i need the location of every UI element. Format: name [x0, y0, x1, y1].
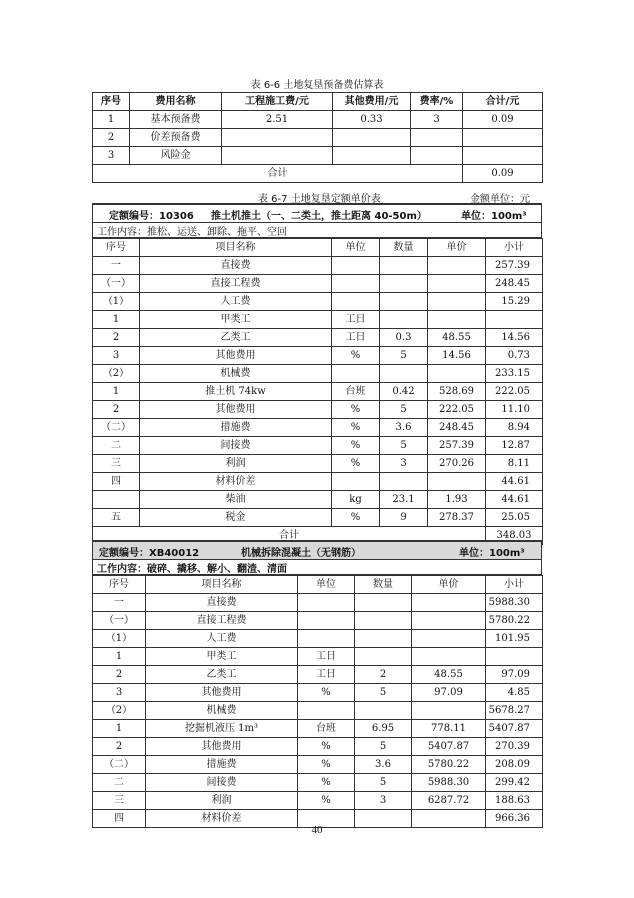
table-row	[93, 383, 543, 401]
table-cell: 直接费	[140, 257, 332, 275]
table-cell: %	[298, 684, 355, 702]
table-cell: 措施费	[140, 419, 332, 437]
table-cell	[428, 473, 486, 491]
table-cell: 4.85	[486, 684, 543, 702]
table-cell: 257.39	[428, 437, 486, 455]
table-row	[93, 129, 543, 147]
table-cell: 248.45	[428, 419, 486, 437]
table-row	[93, 473, 543, 491]
table-cell: 0.3	[380, 329, 428, 347]
header-cell: 工程施工费/元	[222, 93, 333, 111]
currency-unit: 金额单位：元	[470, 194, 530, 205]
table-cell: 48.55	[412, 666, 486, 684]
table-total-row	[93, 165, 543, 183]
table-cell: 直接工程费	[140, 275, 332, 293]
quota-code: 定额编号：XB40012	[99, 548, 200, 559]
table-cell	[428, 257, 486, 275]
table-cell: 11.10	[486, 401, 543, 419]
table-cell: 五	[93, 509, 140, 527]
header-cell: 序号	[93, 239, 140, 257]
table-cell: （二）	[93, 419, 140, 437]
table-cell: 5	[380, 401, 428, 419]
table-cell	[380, 275, 428, 293]
table-cell	[355, 612, 412, 630]
table-cell: 人工费	[146, 630, 298, 648]
table-cell: 利润	[146, 792, 298, 810]
table-cell	[222, 129, 333, 147]
table-cell: 三	[93, 792, 146, 810]
table-cell: 工日	[298, 666, 355, 684]
table-cell: 工日	[332, 311, 380, 329]
table-cell: 一	[93, 257, 140, 275]
table-row	[93, 720, 543, 738]
header-cell: 项目名称	[140, 239, 332, 257]
table-cell: 0.09	[463, 111, 543, 129]
table-cell: 3	[355, 792, 412, 810]
header-cell: 合计/元	[463, 93, 543, 111]
table-cell: 3.6	[380, 419, 428, 437]
table-cell	[411, 129, 463, 147]
header-cell: 数量	[380, 239, 428, 257]
table-cell: 5780.22	[412, 756, 486, 774]
table-6-6	[92, 92, 543, 183]
table-row	[93, 147, 543, 165]
table-cell: （1）	[93, 630, 146, 648]
table-row	[93, 774, 543, 792]
table-cell: 四	[93, 810, 146, 828]
table-cell	[298, 594, 355, 612]
table-cell	[428, 365, 486, 383]
table-cell	[332, 293, 380, 311]
quota-name: 机械拆除混凝土（无钢筋）	[241, 548, 361, 559]
table-cell: 97.09	[486, 666, 543, 684]
table-row	[93, 594, 543, 612]
table-cell	[428, 275, 486, 293]
table-cell: 2	[93, 129, 130, 147]
table-cell: 44.61	[486, 491, 543, 509]
table-cell	[222, 147, 333, 165]
table-cell: 二	[93, 774, 146, 792]
table-row	[93, 509, 543, 527]
table-cell: 工日	[298, 648, 355, 666]
table-cell: 6.95	[355, 720, 412, 738]
table-cell	[332, 257, 380, 275]
header-cell: 数量	[355, 576, 412, 594]
table-cell	[332, 473, 380, 491]
table-cell: 材料价差	[140, 473, 332, 491]
table-cell: 其他费用	[146, 684, 298, 702]
work-content-text: 工作内容：破碎、撬移、解小、翻渣、清面	[97, 564, 287, 575]
table-cell: 措施费	[146, 756, 298, 774]
header-cell: 小计	[486, 239, 543, 257]
table-6-6-caption: 表 6-6 土地复垦预备费估算表	[250, 80, 384, 91]
table-cell	[428, 293, 486, 311]
table-row	[93, 666, 543, 684]
table-row	[93, 612, 543, 630]
table-cell: 一	[93, 594, 146, 612]
table-row	[93, 365, 543, 383]
table-cell: 9	[380, 509, 428, 527]
table-cell: %	[332, 419, 380, 437]
table-cell	[380, 473, 428, 491]
table-cell: 推土机 74kw	[140, 383, 332, 401]
table-cell: 风险金	[130, 147, 222, 165]
table-cell: %	[298, 792, 355, 810]
table-row	[93, 630, 543, 648]
table-cell: 222.05	[428, 401, 486, 419]
table-cell: 材料价差	[146, 810, 298, 828]
table-cell: 5780.22	[486, 612, 543, 630]
table-cell: （1）	[93, 293, 140, 311]
table-cell: 2.51	[222, 111, 333, 129]
header-cell: 序号	[93, 576, 146, 594]
table-cell: 5	[355, 684, 412, 702]
table-cell: 208.09	[486, 756, 543, 774]
table-cell: 48.55	[428, 329, 486, 347]
table-cell: 甲类工	[146, 648, 298, 666]
page-number: 40	[311, 824, 323, 836]
table-cell: %	[332, 347, 380, 365]
table-xb40012	[92, 575, 543, 828]
table-cell	[332, 365, 380, 383]
table-cell: 2	[93, 401, 140, 419]
table-row	[93, 684, 543, 702]
table-cell	[412, 648, 486, 666]
table-row	[93, 437, 543, 455]
table-cell: 5988.30	[412, 774, 486, 792]
table-cell	[412, 702, 486, 720]
table-cell: %	[298, 774, 355, 792]
table-cell	[486, 311, 543, 329]
table-header-row	[93, 93, 543, 111]
table-cell: %	[332, 401, 380, 419]
table-cell: 5988.30	[486, 594, 543, 612]
table-cell: 3	[380, 455, 428, 473]
table-cell: 0.42	[380, 383, 428, 401]
table-cell: 2	[355, 666, 412, 684]
table-cell: 甲类工	[140, 311, 332, 329]
table-header-row	[93, 239, 543, 257]
table-cell: 台班	[332, 383, 380, 401]
table-cell: 5	[380, 437, 428, 455]
table-cell: 14.56	[486, 329, 543, 347]
table-cell: 3	[93, 347, 140, 365]
header-cell: 小计	[486, 576, 543, 594]
table-cell: （二）	[93, 756, 146, 774]
table-cell: （2）	[93, 702, 146, 720]
table-cell: 278.37	[428, 509, 486, 527]
table-cell: 3.6	[355, 756, 412, 774]
table-cell: 1.93	[428, 491, 486, 509]
table-cell: 其他费用	[146, 738, 298, 756]
quota-code: 定额编号：10306	[109, 211, 194, 222]
total-label: 合计	[93, 527, 486, 545]
table-row	[93, 347, 543, 365]
table-cell: %	[332, 509, 380, 527]
table-cell	[428, 311, 486, 329]
quota-name: 推土机推土（一、二类土，推土距离 40-50m）	[211, 211, 427, 222]
table-row	[93, 756, 543, 774]
table-cell: 3	[411, 111, 463, 129]
table-6-7	[92, 238, 543, 545]
table-cell	[463, 129, 543, 147]
table-cell	[355, 702, 412, 720]
work-content	[92, 222, 542, 238]
quota-unit: 单位：100m³	[459, 548, 525, 559]
table-cell: 直接费	[146, 594, 298, 612]
table-cell: 税金	[140, 509, 332, 527]
table-cell: 23.1	[380, 491, 428, 509]
table-cell: 基本预备费	[130, 111, 222, 129]
total-value: 348.03	[486, 527, 543, 545]
table-cell: 270.26	[428, 455, 486, 473]
table-row	[93, 702, 543, 720]
total-label: 合计	[93, 165, 463, 183]
table-cell: 101.95	[486, 630, 543, 648]
table-cell: 3	[93, 684, 146, 702]
table-cell: 2	[93, 666, 146, 684]
table-cell: 8.11	[486, 455, 543, 473]
work-content-text: 工作内容：推松、运送、卸除、拖平、空回	[97, 227, 287, 238]
table-cell	[380, 311, 428, 329]
quota-title-bar	[92, 540, 542, 560]
total-value: 0.09	[463, 165, 543, 183]
table-row	[93, 311, 543, 329]
header-cell: 项目名称	[146, 576, 298, 594]
table-cell: 三	[93, 455, 140, 473]
table-cell: 966.36	[486, 810, 543, 828]
table-cell: 乙类工	[140, 329, 332, 347]
table-cell: 44.61	[486, 473, 543, 491]
table-cell: 778.11	[412, 720, 486, 738]
header-cell: 单价	[412, 576, 486, 594]
table-cell: 188.63	[486, 792, 543, 810]
table-cell: 5407.87	[486, 720, 543, 738]
table-cell: 直接工程费	[146, 612, 298, 630]
header-cell: 单位	[298, 576, 355, 594]
table-cell: 0.33	[333, 111, 411, 129]
table-row	[93, 111, 543, 129]
table-cell: 1	[93, 311, 140, 329]
table-cell: 柴油	[140, 491, 332, 509]
table-cell: （2）	[93, 365, 140, 383]
table-cell	[333, 129, 411, 147]
table-cell: 挖掘机液压 1m³	[146, 720, 298, 738]
table-cell: 5678.27	[486, 702, 543, 720]
table-cell: 台班	[298, 720, 355, 738]
table-cell: 5407.87	[412, 738, 486, 756]
table-row	[93, 401, 543, 419]
table-cell: 间接费	[146, 774, 298, 792]
quota-unit: 单位：100m³	[461, 211, 527, 222]
table-cell: kg	[332, 491, 380, 509]
table-cell	[380, 257, 428, 275]
table-cell	[298, 612, 355, 630]
table-cell: %	[332, 455, 380, 473]
table-cell: 2	[93, 738, 146, 756]
table-cell	[298, 630, 355, 648]
header-cell: 序号	[93, 93, 130, 111]
table-cell: 8.94	[486, 419, 543, 437]
table-cell: 其他费用	[140, 401, 332, 419]
table-row	[93, 293, 543, 311]
table-cell: %	[298, 738, 355, 756]
table-cell: 257.39	[486, 257, 543, 275]
table-cell	[380, 293, 428, 311]
header-cell: 其他费用/元	[333, 93, 411, 111]
table-cell	[355, 648, 412, 666]
table-cell: 6287.72	[412, 792, 486, 810]
table-cell	[333, 147, 411, 165]
table-cell: 1	[93, 720, 146, 738]
table-cell: 四	[93, 473, 140, 491]
table-cell	[93, 491, 140, 509]
table-cell: （一）	[93, 275, 140, 293]
table-cell	[411, 147, 463, 165]
table-cell: %	[332, 437, 380, 455]
table-cell: 15.29	[486, 293, 543, 311]
table-cell: 1	[93, 383, 140, 401]
table-cell: 价差预备费	[130, 129, 222, 147]
table-cell: （一）	[93, 612, 146, 630]
table-cell: 工日	[332, 329, 380, 347]
table-row	[93, 455, 543, 473]
table-cell	[412, 612, 486, 630]
table-cell	[463, 147, 543, 165]
table-cell: 14.56	[428, 347, 486, 365]
table-6-7-caption: 表 6-7 土地复垦定额单价表	[258, 194, 381, 205]
table-cell: 528.69	[428, 383, 486, 401]
table-cell	[355, 630, 412, 648]
table-cell	[298, 702, 355, 720]
table-header-row	[93, 576, 543, 594]
table-cell: 5	[380, 347, 428, 365]
table-cell: 233.15	[486, 365, 543, 383]
table-cell: 人工费	[140, 293, 332, 311]
header-cell: 费用名称	[130, 93, 222, 111]
header-cell: 费率/%	[411, 93, 463, 111]
table-cell: 机械费	[140, 365, 332, 383]
table-cell	[486, 648, 543, 666]
table-cell	[412, 594, 486, 612]
table-cell: 248.45	[486, 275, 543, 293]
header-cell: 单位	[332, 239, 380, 257]
table-cell: 222.05	[486, 383, 543, 401]
table-cell: 25.05	[486, 509, 543, 527]
table-cell: 利润	[140, 455, 332, 473]
table-cell	[380, 365, 428, 383]
quota-title-bar	[92, 203, 542, 223]
table-cell: 间接费	[140, 437, 332, 455]
table-cell: %	[298, 756, 355, 774]
table-row	[93, 491, 543, 509]
table-row	[93, 792, 543, 810]
table-row	[93, 738, 543, 756]
table-cell: 12.87	[486, 437, 543, 455]
table-cell: 3	[93, 147, 130, 165]
work-content	[92, 559, 542, 575]
table-row	[93, 329, 543, 347]
table-cell: 1	[93, 111, 130, 129]
table-cell: 其他费用	[140, 347, 332, 365]
table-cell: 5	[355, 774, 412, 792]
header-cell: 单价	[428, 239, 486, 257]
table-cell: 299.42	[486, 774, 543, 792]
table-cell: 1	[93, 648, 146, 666]
table-cell: 二	[93, 437, 140, 455]
table-row	[93, 648, 543, 666]
table-cell: 5	[355, 738, 412, 756]
table-row	[93, 257, 543, 275]
table-cell	[355, 594, 412, 612]
table-row	[93, 419, 543, 437]
table-cell	[332, 275, 380, 293]
table-cell: 270.39	[486, 738, 543, 756]
table-cell: 2	[93, 329, 140, 347]
table-row	[93, 275, 543, 293]
table-cell: 97.09	[412, 684, 486, 702]
table-cell: 机械费	[146, 702, 298, 720]
table-cell: 乙类工	[146, 666, 298, 684]
table-cell: 0.73	[486, 347, 543, 365]
table-cell	[412, 630, 486, 648]
